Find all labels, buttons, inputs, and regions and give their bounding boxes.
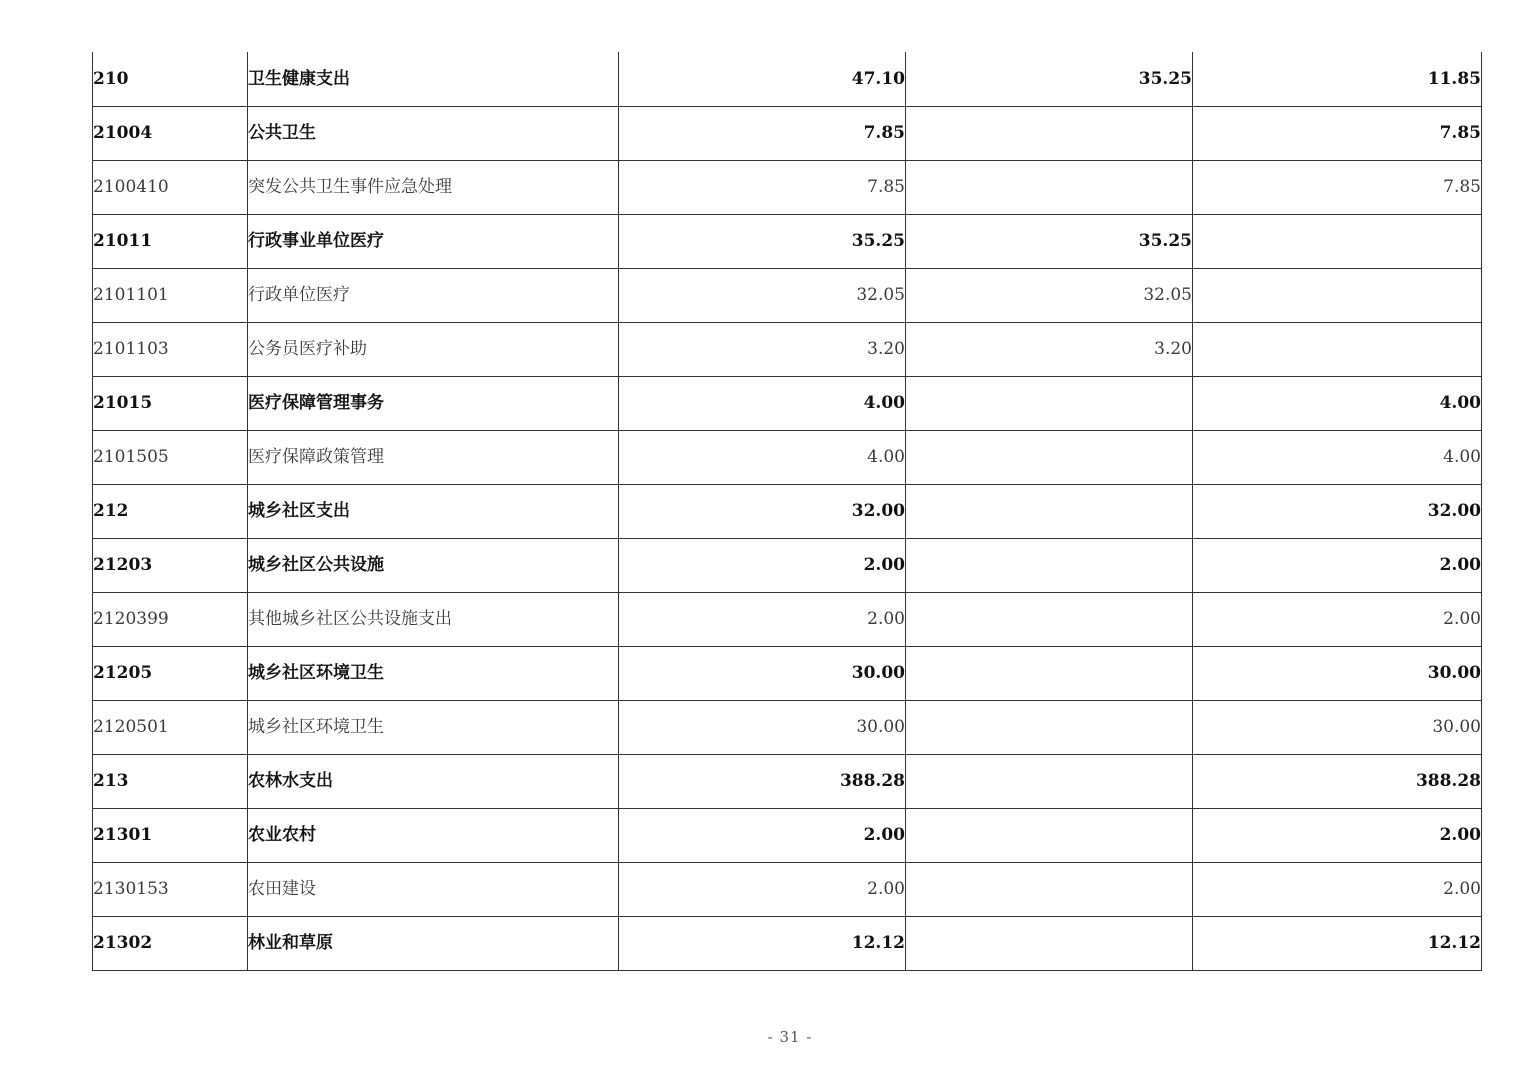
subject-code-cell: 2120501 (93, 700, 248, 754)
basic-expenditure-cell (906, 646, 1193, 700)
total-amount-cell: 388.28 (619, 754, 906, 808)
total-amount-cell: 12.12 (619, 916, 906, 970)
subject-name-cell: 农林水支出 (248, 754, 619, 808)
project-expenditure-cell: 2.00 (1193, 538, 1482, 592)
project-expenditure-cell: 7.85 (1193, 106, 1482, 160)
table-row (93, 268, 1482, 322)
subject-name-cell: 城乡社区环境卫生 (248, 700, 619, 754)
subject-code-cell: 21205 (93, 646, 248, 700)
table-row (93, 808, 1482, 862)
subject-name-cell: 城乡社区公共设施 (248, 538, 619, 592)
basic-expenditure-cell (906, 754, 1193, 808)
table-row (93, 700, 1482, 754)
subject-name-cell: 林业和草原 (248, 916, 619, 970)
total-amount-cell: 30.00 (619, 700, 906, 754)
subject-name-cell: 行政单位医疗 (248, 268, 619, 322)
subject-name-cell: 其他城乡社区公共设施支出 (248, 592, 619, 646)
subject-name-cell: 突发公共卫生事件应急处理 (248, 160, 619, 214)
table-row (93, 160, 1482, 214)
project-expenditure-cell: 2.00 (1193, 862, 1482, 916)
project-expenditure-cell: 388.28 (1193, 754, 1482, 808)
subject-code-cell: 2101101 (93, 268, 248, 322)
total-amount-cell: 30.00 (619, 646, 906, 700)
budget-table (92, 52, 1482, 971)
total-amount-cell: 3.20 (619, 322, 906, 376)
basic-expenditure-cell (906, 592, 1193, 646)
table-row (93, 862, 1482, 916)
project-expenditure-cell: 11.85 (1193, 52, 1482, 106)
total-amount-cell: 2.00 (619, 538, 906, 592)
subject-code-cell: 2120399 (93, 592, 248, 646)
project-expenditure-cell: 30.00 (1193, 646, 1482, 700)
subject-code-cell: 210 (93, 52, 248, 106)
subject-code-cell: 21011 (93, 214, 248, 268)
basic-expenditure-cell (906, 430, 1193, 484)
subject-code-cell: 21302 (93, 916, 248, 970)
project-expenditure-cell: 4.00 (1193, 376, 1482, 430)
basic-expenditure-cell (906, 106, 1193, 160)
total-amount-cell: 32.00 (619, 484, 906, 538)
project-expenditure-cell: 2.00 (1193, 592, 1482, 646)
basic-expenditure-cell (906, 700, 1193, 754)
basic-expenditure-cell: 32.05 (906, 268, 1193, 322)
total-amount-cell: 47.10 (619, 52, 906, 106)
subject-code-cell: 21015 (93, 376, 248, 430)
table-row (93, 916, 1482, 970)
subject-name-cell: 公共卫生 (248, 106, 619, 160)
table-row (93, 52, 1482, 106)
basic-expenditure-cell (906, 862, 1193, 916)
subject-code-cell: 2101103 (93, 322, 248, 376)
subject-name-cell: 医疗保障政策管理 (248, 430, 619, 484)
table-row (93, 592, 1482, 646)
table-row (93, 106, 1482, 160)
subject-code-cell: 2101505 (93, 430, 248, 484)
total-amount-cell: 2.00 (619, 808, 906, 862)
project-expenditure-cell: 4.00 (1193, 430, 1482, 484)
project-expenditure-cell: 2.00 (1193, 808, 1482, 862)
project-expenditure-cell: 30.00 (1193, 700, 1482, 754)
subject-name-cell: 公务员医疗补助 (248, 322, 619, 376)
total-amount-cell: 7.85 (619, 160, 906, 214)
total-amount-cell: 2.00 (619, 592, 906, 646)
subject-name-cell: 行政事业单位医疗 (248, 214, 619, 268)
subject-code-cell: 2100410 (93, 160, 248, 214)
basic-expenditure-cell (906, 484, 1193, 538)
subject-code-cell: 21203 (93, 538, 248, 592)
table-row (93, 322, 1482, 376)
table-row (93, 538, 1482, 592)
basic-expenditure-cell: 35.25 (906, 52, 1193, 106)
subject-name-cell: 卫生健康支出 (248, 52, 619, 106)
subject-name-cell: 农田建设 (248, 862, 619, 916)
table-row (93, 646, 1482, 700)
subject-code-cell: 212 (93, 484, 248, 538)
page-number: - 31 - (767, 1028, 813, 1046)
project-expenditure-cell (1193, 268, 1482, 322)
basic-expenditure-cell (906, 808, 1193, 862)
subject-code-cell: 21004 (93, 106, 248, 160)
total-amount-cell: 4.00 (619, 376, 906, 430)
table-row (93, 214, 1482, 268)
basic-expenditure-cell: 35.25 (906, 214, 1193, 268)
table-row (93, 430, 1482, 484)
basic-expenditure-cell (906, 160, 1193, 214)
subject-name-cell: 城乡社区环境卫生 (248, 646, 619, 700)
project-expenditure-cell (1193, 322, 1482, 376)
subject-name-cell: 城乡社区支出 (248, 484, 619, 538)
table-row (93, 754, 1482, 808)
budget-table-body (93, 52, 1482, 970)
basic-expenditure-cell (906, 538, 1193, 592)
total-amount-cell: 32.05 (619, 268, 906, 322)
project-expenditure-cell: 12.12 (1193, 916, 1482, 970)
subject-code-cell: 2130153 (93, 862, 248, 916)
total-amount-cell: 35.25 (619, 214, 906, 268)
subject-code-cell: 21301 (93, 808, 248, 862)
total-amount-cell: 4.00 (619, 430, 906, 484)
project-expenditure-cell: 32.00 (1193, 484, 1482, 538)
total-amount-cell: 7.85 (619, 106, 906, 160)
project-expenditure-cell: 7.85 (1193, 160, 1482, 214)
subject-name-cell: 医疗保障管理事务 (248, 376, 619, 430)
total-amount-cell: 2.00 (619, 862, 906, 916)
subject-name-cell: 农业农村 (248, 808, 619, 862)
basic-expenditure-cell: 3.20 (906, 322, 1193, 376)
table-row (93, 484, 1482, 538)
table-row (93, 376, 1482, 430)
basic-expenditure-cell (906, 376, 1193, 430)
project-expenditure-cell (1193, 214, 1482, 268)
subject-code-cell: 213 (93, 754, 248, 808)
basic-expenditure-cell (906, 916, 1193, 970)
